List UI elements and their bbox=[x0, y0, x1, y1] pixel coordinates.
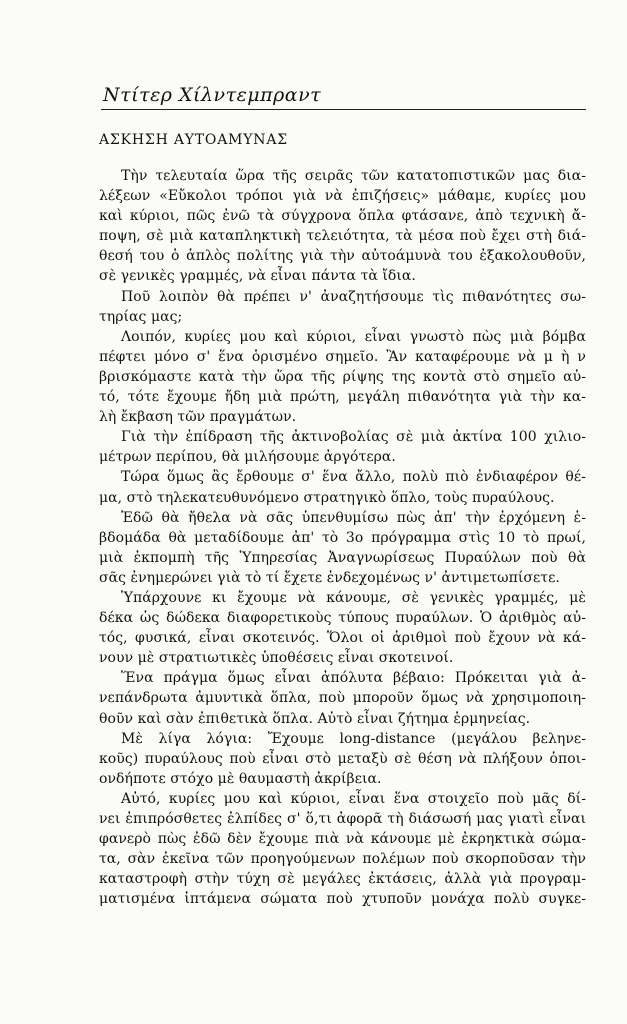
text-line: Ὑπάρχουνε κι ἔχουμε νὰ κάνουμε, σὲ γενικὲς γραμμές, μὲ bbox=[121, 589, 586, 606]
text-line: θεσή του ὁ ἁπλὸς πολίτης γιὰ τὴν αὐτοάμυνὰ του ἐξακολουθοῦν, bbox=[99, 248, 586, 265]
text-line: Λοιπόν, κυρίες μου καὶ κύριοι, εἶναι γνωστὸ πὼς μιὰ βόμβα bbox=[121, 328, 586, 345]
text-line: Ποῦ λοιπὸν θὰ πρέπει ν' ἀναζητήσουμε τὶς πιθανότητες σω- bbox=[121, 288, 586, 305]
text-line: ονδήποτε στόχο μὲ θαυμαστὴ ἀκρίβεια. bbox=[99, 770, 382, 787]
text-line: μα, στὸ τηλεκατευθυνόμενο στρατηγικὸ ὅπλο, τοὺς πυραύλους. bbox=[99, 489, 555, 506]
text-line: λὴ ἔκβαση τῶν πραγμάτων. bbox=[99, 409, 297, 426]
text-line: δέκα ὡς δώδεκα διαφορετικοὺς τύπους πυραύλων. Ὁ ἀριθμὸς αὐ- bbox=[99, 610, 586, 627]
text-line: Ἕνα πράγμα ὅμως εἶναι ἀπόλυτα βέβαιο: Πρόκειται γιὰ ἀ- bbox=[121, 670, 586, 687]
text-line: λέξεων «Εὔκολοι τρόποι γιὰ νὰ ἐπιζήσεις» μάθαμε, κυρίες μου bbox=[99, 188, 586, 205]
text-line: Γιὰ τὴν ἐπίδραση τῆς ἀκτινοβολίας σὲ μιὰ ἀκτίνα 100 χιλιο- bbox=[121, 429, 586, 446]
text-line: καὶ κύριοι, πῶς ἐνῶ τὰ σύγχρονα ὅπλα φτάσανε, ἀπὸ τεχνικὴ ἄ- bbox=[99, 208, 586, 225]
text-line: ματισμένα ἱπτάμενα σώματα ποὺ χτυποῦν μονάχα πολὺ συγκε- bbox=[99, 891, 586, 908]
text-line: τός, φυσικά, εἶναι σκοτεινός. Ὅλοι οἱ ἀριθμοὶ ποὺ ἔχουν νὰ κά- bbox=[99, 630, 586, 647]
text-line: τα, σὰν ἐκεῖνα τῶν προηγούμενων πολέμων ποὺ σκορποῦσαν τὴν bbox=[99, 851, 586, 868]
text-line: κοῦς) πυραύλους ποὺ εἶναι στὸ μεταξὺ σὲ θέση νὰ πλήξουν ὁποι- bbox=[99, 750, 586, 767]
text-line: νουν μὲ στρατιωτικὲς ὑποθέσεις εἶναι σκοτεινοί. bbox=[99, 650, 454, 667]
text-line: σὲ γενικὲς γραμμές, νὰ εἶναι πάντα τὰ ἴδια. bbox=[99, 268, 416, 285]
text-line: Αὐτό, κυρίες μου καὶ κύριοι, εἶναι ἕνα στοιχεῖο ποὺ μᾶς δί- bbox=[121, 790, 586, 807]
running-head-author: Ντίτερ Χίλντεμπραντ bbox=[103, 84, 322, 106]
text-line: μιὰ ἐκπομπὴ τῆς Ὑπηρεσίας Ἀναγνωρίσεως Πυραύλων ποὺ θὰ bbox=[99, 549, 586, 566]
body-text bbox=[99, 166, 586, 909]
text-line: Ἐδῶ θὰ ἤθελα νὰ σᾶς ὑπενθυμίσω πὼς ἀπ' τὴν ἐρχόμενη ἑ- bbox=[121, 509, 586, 526]
text-line: τό, τότε ἔχουμε ἤδη μιὰ πρώτη, μεγάλη πιθανότητα γιὰ τὴν κα- bbox=[99, 389, 586, 406]
text-line: τηρίας μας; bbox=[99, 308, 183, 325]
text-line: μέτρων περίπου, θὰ μιλήσουμε ἀργότερα. bbox=[99, 449, 396, 466]
text-line: καταστροφὴ στὴν τύχη σὲ μεγάλες ἐκτάσεις, ἀλλὰ γιὰ προγραμ- bbox=[99, 871, 586, 888]
text-line: θοῦν καὶ σὰν ἐπιθετικὰ ὅπλα. Αὐτὸ εἶναι ζήτημα ἑρμηνείας. bbox=[99, 710, 531, 727]
text-line: σᾶς ἐνημερώνει γιὰ τὸ τί ἔχετε ἐνδεχομένως ν' ἀντιμετωπίσετε. bbox=[99, 569, 560, 586]
text-line: βδομάδα θὰ μεταδίδουμε ἀπ' τὸ 3ο πρόγραμμα στὶς 10 τὸ πρωί, bbox=[99, 529, 586, 546]
text-line: Μὲ λίγα λόγια: Ἔχουμε long-distance (μεγάλου βεληνε- bbox=[121, 730, 586, 747]
text-line: Τὴν τελευταία ὥρα τῆς σειρᾶς τῶν κατατοπιστικῶν μας δια- bbox=[121, 168, 586, 184]
text-line: φανερὸ πὼς ἐδῶ δὲν ἔχουμε πιὰ νὰ κάνουμε μὲ ἐκρηκτικὰ σώμα- bbox=[99, 831, 586, 848]
text-line: πέφτει μόνο σ' ἕνα ὁρισμένο σημεῖο. Ἂν καταφέρουμε νὰ μ ὴ ν bbox=[99, 348, 586, 365]
text-line: βρισκόμαστε κατὰ τὴν ὥρα τῆς ρίψης της κοντὰ στὸ σημεῖο αὐ- bbox=[99, 368, 586, 385]
text-line: ποψη, σὲ μιὰ καταπληκτικὴ τελειότητα, τὰ μέσα ποὺ ἔχει στὴ διά- bbox=[99, 228, 586, 245]
text-line: νεπάνδρωτα ἀμυντικὰ ὅπλα, ποὺ μποροῦν ὅμως νὰ χρησιμοποιη- bbox=[99, 690, 586, 707]
text-line: νει ἐπιπρόσθετες ἐλπίδες σ' ὅ,τι ἀφορᾶ τὴ διάσωσή μας γιατὶ εἶναι bbox=[99, 811, 586, 827]
text-line: Τώρα ὅμως ἂς ἔρθουμε σ' ἕνα ἄλλο, πολὺ πιὸ ἐνδιαφέρον θέ- bbox=[121, 469, 586, 486]
section-title: ΑΣΚΗΣΗ ΑΥΤΟΑΜΥΝΑΣ bbox=[99, 132, 288, 148]
header-rule bbox=[101, 109, 586, 110]
